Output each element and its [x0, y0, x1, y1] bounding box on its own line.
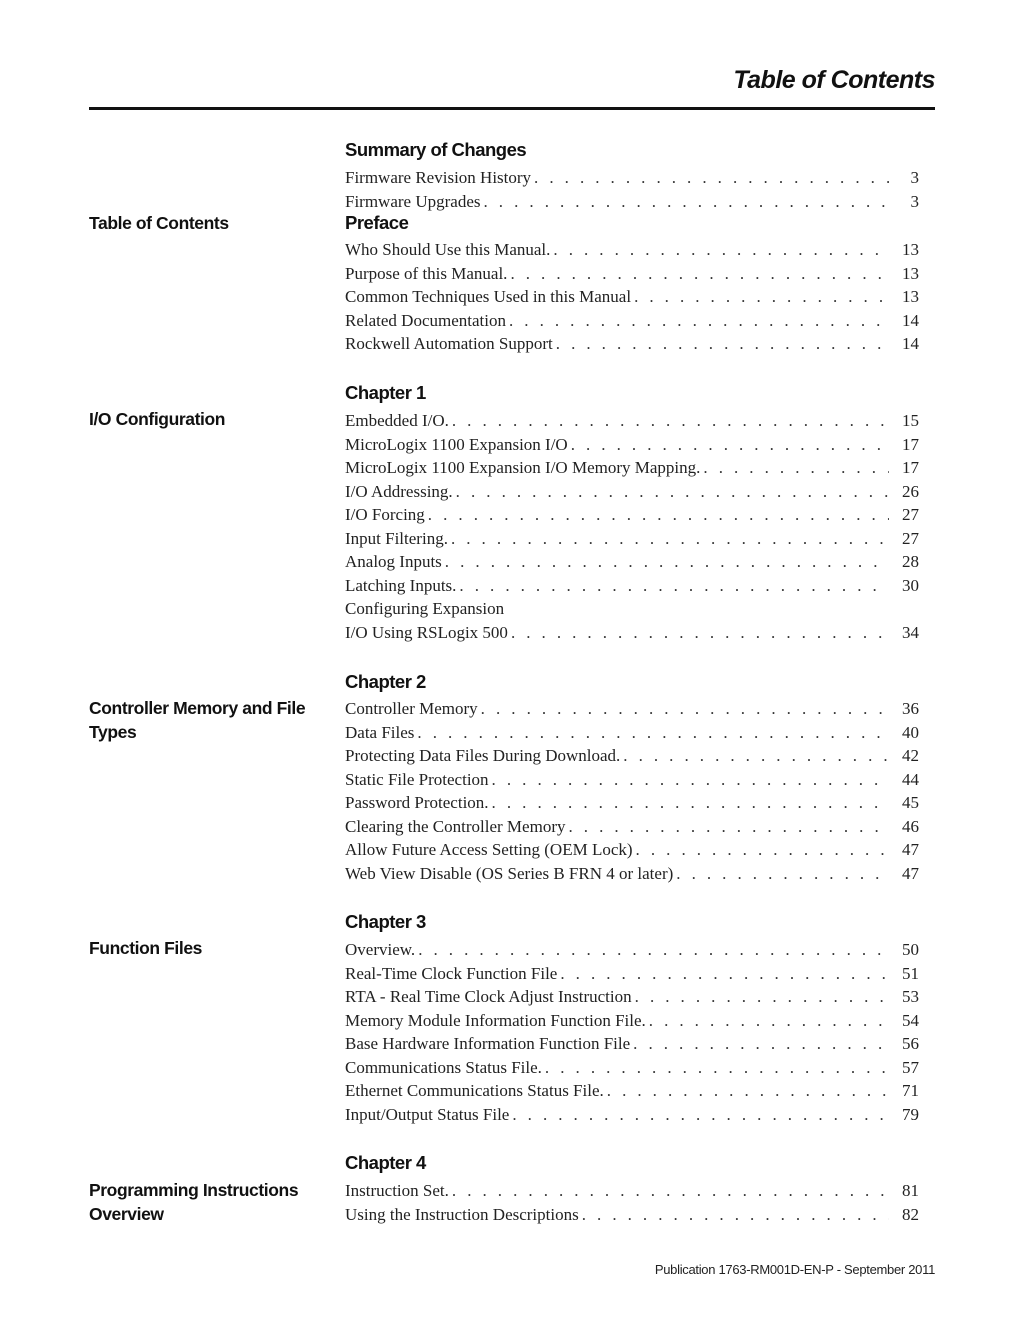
- toc-entry[interactable]: Ethernet Communications Status File. . . . 71: [345, 1079, 919, 1103]
- toc-entry[interactable]: Protecting Data Files During Download. . . . 42: [345, 744, 919, 768]
- toc-entry[interactable]: Embedded I/O. . . . 15: [345, 409, 919, 433]
- toc-entry[interactable]: MicroLogix 1100 Expansion I/O Memory Mapping. . . . 17: [345, 456, 919, 480]
- toc-entry[interactable]: Instruction Set. . . . 81: [345, 1179, 919, 1203]
- toc-entry[interactable]: Related Documentation . . . 14: [345, 309, 919, 333]
- toc-entry[interactable]: Configuring Expansion: [345, 599, 505, 618]
- toc-entry-list: [345, 697, 919, 885]
- publication-footer: Publication 1763-RM001D-EN-P - September 2011: [654, 1262, 935, 1277]
- toc-entry-list: [345, 166, 919, 213]
- toc-entry[interactable]: Latching Inputs. . . . 30: [345, 574, 919, 598]
- toc-entry[interactable]: Controller Memory . . . 36: [345, 697, 919, 721]
- section-sidebar-title: Function Files: [89, 938, 203, 958]
- toc-entry[interactable]: I/O Forcing . . . 27: [345, 503, 919, 527]
- toc-entry[interactable]: Input Filtering. . . . 27: [345, 527, 919, 551]
- toc-entry[interactable]: Input/Output Status File . . . 79: [345, 1103, 919, 1127]
- toc-entry-list: [345, 409, 919, 644]
- toc-entry[interactable]: Overview. . . . 50: [345, 938, 919, 962]
- chapter-heading[interactable]: Chapter 3: [345, 911, 426, 932]
- toc-entry[interactable]: Static File Protection . . . 44: [345, 768, 919, 792]
- toc-entry[interactable]: I/O Addressing. . . . 26: [345, 480, 919, 504]
- toc-entry[interactable]: Common Techniques Used in this Manual . . . 13: [345, 285, 919, 309]
- section-sidebar-title: I/O Configuration: [89, 409, 226, 429]
- toc-entry[interactable]: Real-Time Clock Function File . . . 51: [345, 962, 919, 986]
- toc-entry-list: [345, 938, 919, 1126]
- chapter-heading[interactable]: Chapter 4: [345, 1152, 426, 1173]
- chapter-heading[interactable]: Summary of Changes: [345, 139, 527, 160]
- toc-entry[interactable]: Clearing the Controller Memory . . . 46: [345, 815, 919, 839]
- toc-entry[interactable]: Rockwell Automation Support . . . 14: [345, 332, 919, 356]
- toc-entry[interactable]: RTA - Real Time Clock Adjust Instruction . . . 53: [345, 985, 919, 1009]
- toc-entry[interactable]: I/O Using RSLogix 500 . . . 34: [345, 621, 919, 645]
- toc-entry[interactable]: Analog Inputs . . . 28: [345, 550, 919, 574]
- toc-entry[interactable]: Password Protection. . . . 45: [345, 791, 919, 815]
- section-sidebar-title: Controller Memory and File Types: [89, 698, 306, 742]
- section-sidebar-title: Table of Contents: [89, 213, 229, 233]
- chapter-heading[interactable]: Chapter 2: [345, 671, 426, 692]
- toc-entry[interactable]: Firmware Upgrades . . . 3: [345, 190, 919, 214]
- page-title: Table of Contents: [733, 66, 935, 94]
- toc-entry[interactable]: Data Files . . . 40: [345, 721, 919, 745]
- toc-entry[interactable]: Purpose of this Manual. . . . 13: [345, 262, 919, 286]
- chapter-heading[interactable]: Chapter 1: [345, 382, 426, 403]
- toc-entry[interactable]: MicroLogix 1100 Expansion I/O . . . 17: [345, 433, 919, 457]
- toc-entry-list: [345, 238, 919, 356]
- toc-entry[interactable]: Memory Module Information Function File. . . . 54: [345, 1009, 919, 1033]
- toc-entry[interactable]: Communications Status File. . . . 57: [345, 1056, 919, 1080]
- header-rule: [89, 107, 935, 110]
- toc-entry[interactable]: Firmware Revision History . . . 3: [345, 166, 919, 190]
- chapter-heading[interactable]: Preface: [345, 212, 409, 233]
- toc-entry[interactable]: Who Should Use this Manual. . . . 13: [345, 238, 919, 262]
- section-sidebar-title: Programming Instructions Overview: [89, 1180, 299, 1224]
- toc-entry[interactable]: Allow Future Access Setting (OEM Lock) . . . 47: [345, 838, 919, 862]
- toc-entry[interactable]: Web View Disable (OS Series B FRN 4 or later) . . . 47: [345, 862, 919, 886]
- toc-entry[interactable]: Base Hardware Information Function File . . . 56: [345, 1032, 919, 1056]
- toc-entry-list: [345, 1179, 919, 1226]
- toc-entry[interactable]: Using the Instruction Descriptions . . . 82: [345, 1203, 919, 1227]
